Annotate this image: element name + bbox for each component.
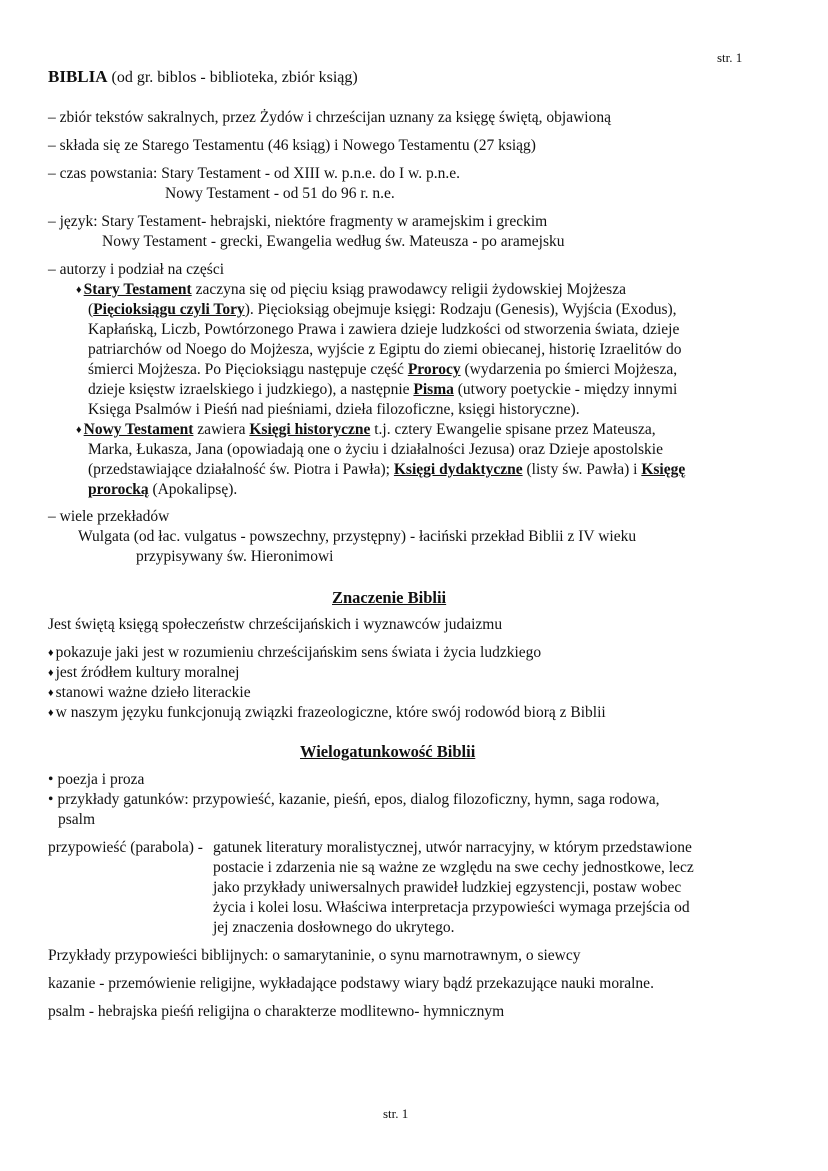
znaczenie-intro: Jest świętą księgą społeczeństw chrześcijańskich i wyznawców judaizmu <box>48 616 503 633</box>
diamond-bullet-icon: ♦ <box>48 667 54 679</box>
nowy-testament-line-3 <box>88 460 685 480</box>
gatunki-item-1 <box>48 770 144 790</box>
znaczenie-item-4 <box>48 703 606 724</box>
przypowiesc-line-5: jej znaczenia dosłownego do ukrytego. <box>213 919 455 936</box>
text-span: ( <box>88 301 94 318</box>
text-span: (przedstawiające działalność św. Piotra i Pawła); <box>88 461 394 478</box>
stary-testament-line-6 <box>88 380 677 400</box>
text-span: przykłady gatunków: przypowieść, kazanie, pieśń, epos, dialog filozoficzny, hymn, saga rodowa, <box>57 791 660 808</box>
text-span: pokazuje jaki jest w rozumieniu chrześcijańskim sens świata i życia ludzkiego <box>55 644 542 661</box>
przypowiesc-line-4: życia i kolei losu. Właściwa interpretacja przypowieści wymaga przejścia od <box>213 899 690 916</box>
heading-znaczenie: Znaczenie Biblii <box>332 588 447 607</box>
text-span: (wydarzenia po śmierci Mojżesza, <box>460 361 678 378</box>
kazanie-definition: kazanie - przemówienie religijne, wykładające podstawy wiary bądź przekazujące nauki moralne. <box>48 975 654 992</box>
jezyk-line-2: Nowy Testament - grecki, Ewangelia według św. Mateusza - po aramejsku <box>102 233 565 250</box>
stary-testament-line-7: Księga Psalmów i Pieśń nad pieśniami, dzieła filozoficzne, księgi historyczne). <box>88 401 580 418</box>
term-prorocy: Prorocy <box>407 361 461 378</box>
czas-line-1: – czas powstania: Stary Testament - od XIII w. p.n.e. do I w. p.n.e. <box>48 165 460 182</box>
psalm-definition: psalm - hebrajska pieśń religijna o charakterze modlitewno- hymnicznym <box>48 1003 505 1020</box>
stary-testament-line-1 <box>76 280 626 301</box>
title-rest: (od gr. biblos - biblioteka, zbiór ksiąg) <box>107 69 358 86</box>
znaczenie-item-1 <box>48 643 541 664</box>
page-number-bottom: str. 1 <box>383 1106 409 1121</box>
nowy-testament-line-1 <box>76 420 656 441</box>
stary-testament-line-3: Kapłańską, Liczb, Powtórzonego Prawa i zawiera dzieje ludzkości od stworzenia świata, dzieje <box>88 321 680 338</box>
diamond-bullet-icon: ♦ <box>76 284 82 296</box>
przypowiesc-line-1: gatunek literatury moralistycznej, utwór narracyjny, w którym przedstawione <box>213 839 692 856</box>
przeklady-line-2: przypisywany św. Hieronimowi <box>136 548 334 565</box>
przyklady-przypowiesci: Przykłady przypowieści biblijnych: o samarytaninie, o synu marnotrawnym, o siewcy <box>48 947 581 964</box>
diamond-bullet-icon: ♦ <box>48 647 54 659</box>
term-stary-testament: Stary Testament <box>83 281 192 298</box>
text-span: (utwory poetyckie - między innymi <box>453 381 678 398</box>
gatunki-item-2 <box>48 790 659 810</box>
intro-line-1: – zbiór tekstów sakralnych, przez Żydów i chrześcijan uznany za księgę świętą, objawioną <box>48 109 611 126</box>
przypowiesc-term: przypowieść (parabola) - <box>48 839 203 856</box>
autorzy-label: – autorzy i podział na części <box>48 261 225 278</box>
nowy-testament-line-2: Marka, Łukasza, Jana (opowiadają one o życiu i działalności Jezusa) oraz Dzieje apostolskie <box>88 441 663 458</box>
text-span: (Apokalipsę). <box>148 481 238 498</box>
term-ksiegi-historyczne: Księgi historyczne <box>249 421 371 438</box>
text-span: ). Pięcioksiąg obejmuje księgi: Rodzaju (Genesis), Wyjścia (Exodus), <box>244 301 677 318</box>
diamond-bullet-icon: ♦ <box>48 707 54 719</box>
nowy-testament-line-4 <box>88 480 237 500</box>
heading-wielogatunkowosc: Wielogatunkowość Biblii <box>300 742 476 761</box>
text-span: śmierci Mojżesza. Po Pięcioksiągu następuje część <box>88 361 408 378</box>
stary-testament-line-4: patriarchów od Noego do Mojżesza, wyjście z Egiptu do ziemi obiecanej, historię Izraelitów do <box>88 341 682 358</box>
diamond-bullet-icon: ♦ <box>76 424 82 436</box>
text-span: zawiera <box>193 421 250 438</box>
text-span: t.j. cztery Ewangelie spisane przez Mateusza, <box>370 421 656 438</box>
term-ksiegi-dydaktyczne: Księgi dydaktyczne <box>393 461 523 478</box>
text-span: (listy św. Pawła) i <box>522 461 642 478</box>
term-pieciksiag: Pięcioksiągu czyli Tory <box>93 301 245 318</box>
title-bold: BIBLIA <box>48 67 108 86</box>
przypowiesc-line-2: postacie i zdarzenia nie są ważne ze względu na swe cechy jednostkowe, lecz <box>213 859 694 876</box>
intro-line-2: – składa się ze Starego Testamentu (46 ksiąg) i Nowego Testamentu (27 ksiąg) <box>48 137 536 154</box>
text-span: jest źródłem kultury moralnej <box>55 664 240 681</box>
bullet-dot-icon: • <box>48 771 54 788</box>
stary-testament-line-5 <box>88 360 677 380</box>
text-span: stanowi ważne dzieło literackie <box>55 684 251 701</box>
bullet-dot-icon: • <box>48 791 54 808</box>
znaczenie-item-2 <box>48 663 239 684</box>
znaczenie-item-3 <box>48 683 251 704</box>
term-ksiege: Księgę <box>641 461 686 478</box>
text-span: zaczyna się od pięciu ksiąg prawodawcy religii żydowskiej Mojżesza <box>191 281 626 298</box>
term-nowy-testament: Nowy Testament <box>83 421 194 438</box>
document-title <box>48 67 358 88</box>
gatunki-item-2-cont: psalm <box>58 811 96 828</box>
text-span: dzieje księstw izraelskiego i judzkiego), a następnie <box>88 381 414 398</box>
stary-testament-line-2 <box>88 300 677 320</box>
term-prorocka: prorocką <box>88 481 149 498</box>
diamond-bullet-icon: ♦ <box>48 687 54 699</box>
przypowiesc-line-3: jako przykłady uniwersalnych prawideł ludzkiej egzystencji, postaw wobec <box>213 879 682 896</box>
jezyk-line-1: – język: Stary Testament- hebrajski, niektóre fragmenty w aramejskim i greckim <box>48 213 548 230</box>
text-span: poezja i proza <box>57 771 145 788</box>
czas-line-2: Nowy Testament - od 51 do 96 r. n.e. <box>165 185 395 202</box>
term-pisma: Pisma <box>413 381 454 398</box>
page-number-top: str. 1 <box>717 50 743 65</box>
przeklady-label: – wiele przekładów <box>48 508 170 525</box>
przeklady-line-1: Wulgata (od łac. vulgatus - powszechny, przystępny) - łaciński przekład Biblii z IV wieku <box>78 528 637 545</box>
text-span: w naszym języku funkcjonują związki frazeologiczne, które swój rodowód biorą z Biblii <box>55 704 606 721</box>
